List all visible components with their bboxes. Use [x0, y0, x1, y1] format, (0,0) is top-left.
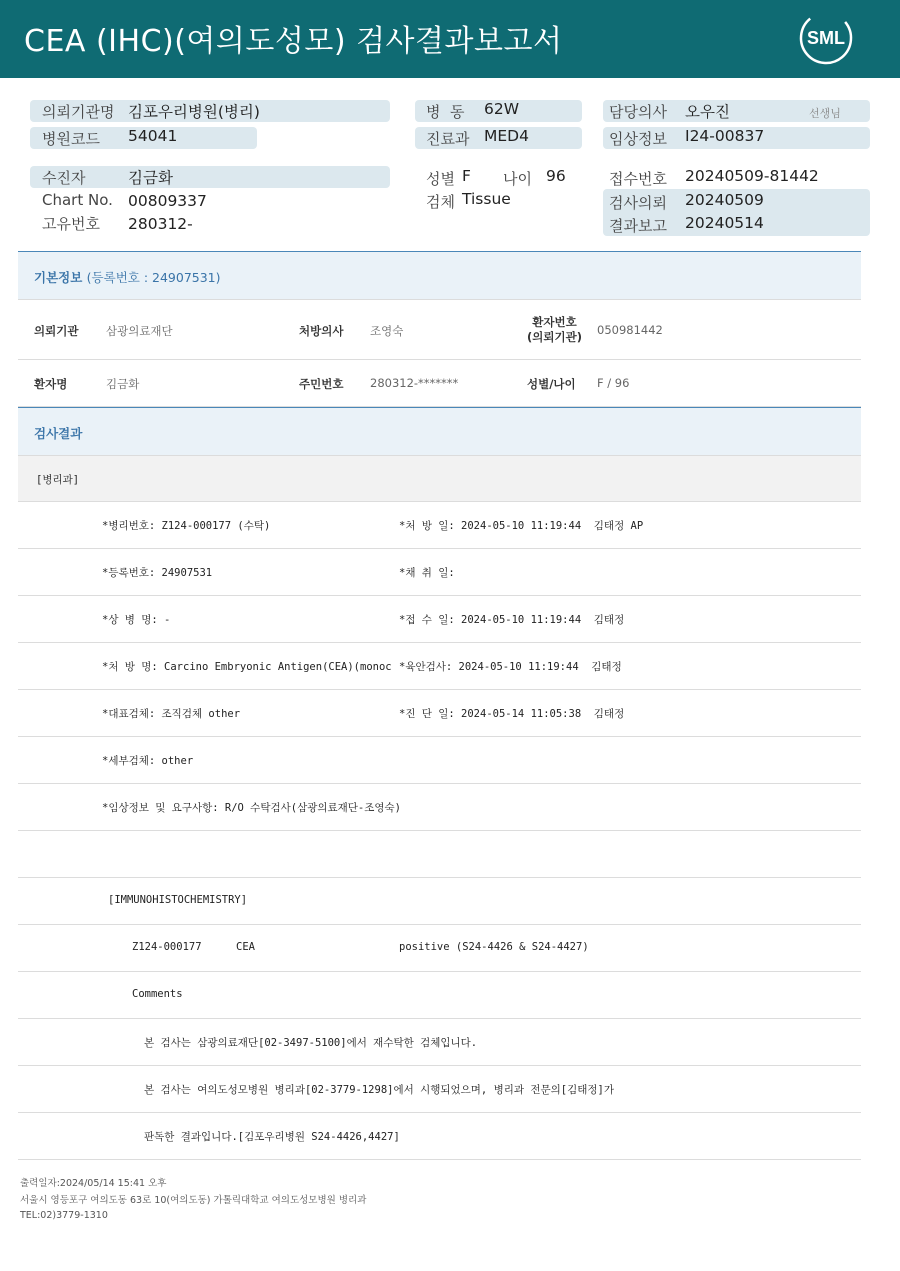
report-date-label: 결과보고 [609, 217, 667, 235]
comments-label-row [18, 972, 861, 1019]
receipt-label: 접수번호 [609, 170, 667, 188]
uid-label: 고유번호 [42, 215, 100, 233]
dept-label: 진료과 [426, 130, 470, 148]
age-label: 나이 [503, 170, 532, 188]
dept-value: MED4 [484, 127, 529, 145]
comment-text: 본 검사는 여의도성모병원 병리과[02-3779-1298]에서 시행되었으며, 병리과 전문의[김태정]가 [144, 1084, 614, 1096]
req-inst-val: 삼광의료재단 [106, 324, 173, 338]
basic-info-row [18, 360, 861, 407]
clinical-label: 임상정보 [609, 130, 667, 148]
ihc-result: positive (S24-4426 & S24-4427) [399, 941, 589, 953]
ihc-result-row [18, 925, 861, 972]
basic-info-row [18, 299, 861, 360]
comments-label: Comments [132, 988, 183, 1000]
report-header [0, 0, 900, 78]
result-left: *대표검체: 조직검체 other [102, 708, 241, 720]
uid-value: 280312- [128, 215, 193, 233]
rrn-key: 주민번호 [299, 377, 344, 391]
blank-row [18, 831, 861, 878]
result-row [18, 737, 861, 784]
footer-address: 서울시 영등포구 여의도동 63로 10(여의도동) 가톨릭대학교 여의도성모병원 병리과 [20, 1195, 367, 1206]
req-date-value: 20240509 [685, 191, 764, 209]
req-inst-label: 의뢰기관명 [42, 103, 115, 121]
results-header [18, 407, 861, 455]
dept-line-row [18, 455, 861, 502]
prescriber-key: 처방의사 [299, 324, 344, 338]
sex-value: F [462, 167, 471, 185]
basic-info-title: 기본정보 (등록번호 : 24907531) [34, 270, 221, 285]
age-value: 96 [546, 167, 566, 185]
sex-label: 성별 [426, 170, 455, 188]
sex-age-val: F / 96 [597, 376, 630, 390]
clinical-value: I24-00837 [685, 127, 765, 145]
doctor-value: 오우진 [685, 103, 730, 121]
req-inst-value: 김포우리병원(병리) [128, 103, 260, 121]
result-right: *접 수 일: 2024-05-10 11:19:44 김태정 [399, 614, 625, 626]
result-row [18, 643, 861, 690]
ward-label: 병 동 [426, 103, 465, 121]
hosp-code-label: 병원코드 [42, 130, 100, 148]
registration-number: (등록번호 : 24907531) [86, 270, 221, 285]
result-left: *등록번호: 24907531 [102, 567, 213, 579]
ward-value: 62W [484, 100, 520, 118]
chart-label: Chart No. [42, 191, 113, 209]
comment-text: 본 검사는 삼광의료재단[02-3497-5100]에서 재수탁한 검체입니다. [144, 1037, 478, 1049]
req-inst-key: 의뢰기관 [34, 324, 79, 338]
rrn-val: 280312-******* [370, 376, 459, 390]
comment-row [18, 1066, 861, 1113]
result-left: *병리번호: Z124-000177 (수탁) [102, 520, 271, 532]
req-date-label: 검사의뢰 [609, 194, 667, 212]
logo-text: SML [807, 28, 845, 48]
result-right: *육안검사: 2024-05-10 11:19:44 김태정 [399, 661, 622, 673]
ihc-marker: CEA [236, 941, 255, 953]
prescriber-val: 조영숙 [370, 324, 404, 338]
comment-row [18, 1113, 861, 1160]
result-right: *채 취 일: [399, 567, 455, 579]
patient-label: 수진자 [42, 169, 86, 187]
result-row [18, 690, 861, 737]
ihc-id: Z124-000177 [132, 941, 202, 953]
result-left: *임상정보 및 요구사항: R/O 수탁검사(삼광의료재단-조영숙) [102, 802, 402, 814]
footer-tel: TEL:02)3779-1310 [20, 1210, 108, 1221]
result-left: *세부검체: other [102, 755, 194, 767]
receipt-value: 20240509-81442 [685, 167, 819, 185]
specimen-label: 검체 [426, 193, 455, 211]
doctor-suffix: 선생님 [809, 107, 841, 120]
hosp-code-value: 54041 [128, 127, 178, 145]
sml-logo-icon [798, 10, 854, 66]
comment-text: 판독한 결과입니다.[김포우리병원 S24-4426,4427] [144, 1131, 400, 1143]
result-left: *처 방 명: Carcino Embryonic Antigen(CEA)(monoc [102, 661, 392, 673]
sex-age-key: 성별/나이 [527, 377, 576, 391]
patient-no-val: 050981442 [597, 323, 663, 337]
basic-info-header [18, 251, 861, 299]
result-row [18, 596, 861, 643]
ihc-title-row [18, 878, 861, 925]
specimen-value: Tissue [462, 190, 511, 208]
comment-row [18, 1019, 861, 1066]
result-row [18, 549, 861, 596]
patient-value: 김금화 [128, 169, 173, 187]
chart-value: 00809337 [128, 192, 207, 210]
report-date-value: 20240514 [685, 214, 764, 232]
result-right: *진 단 일: 2024-05-14 11:05:38 김태정 [399, 708, 625, 720]
results-title: 검사결과 [34, 426, 83, 441]
patient-name-key: 환자명 [34, 377, 68, 391]
patient-no-key: 환자번호 (의뢰기관) [527, 315, 582, 344]
patient-name-val: 김금화 [106, 377, 140, 391]
result-row [18, 502, 861, 549]
ihc-title: [IMMUNOHISTOCHEMISTRY] [108, 894, 248, 906]
doctor-label: 담당의사 [609, 103, 667, 121]
dept-line: [병리과] [36, 474, 80, 486]
result-row [18, 784, 861, 831]
result-right: *처 방 일: 2024-05-10 11:19:44 김태정 AP [399, 520, 644, 532]
report-title: CEA (IHC)(여의도성모) 검사결과보고서 [24, 24, 563, 59]
printed-date: 출력일자:2024/05/14 15:41 오후 [20, 1178, 167, 1189]
result-left: *상 병 명: - [102, 614, 171, 626]
